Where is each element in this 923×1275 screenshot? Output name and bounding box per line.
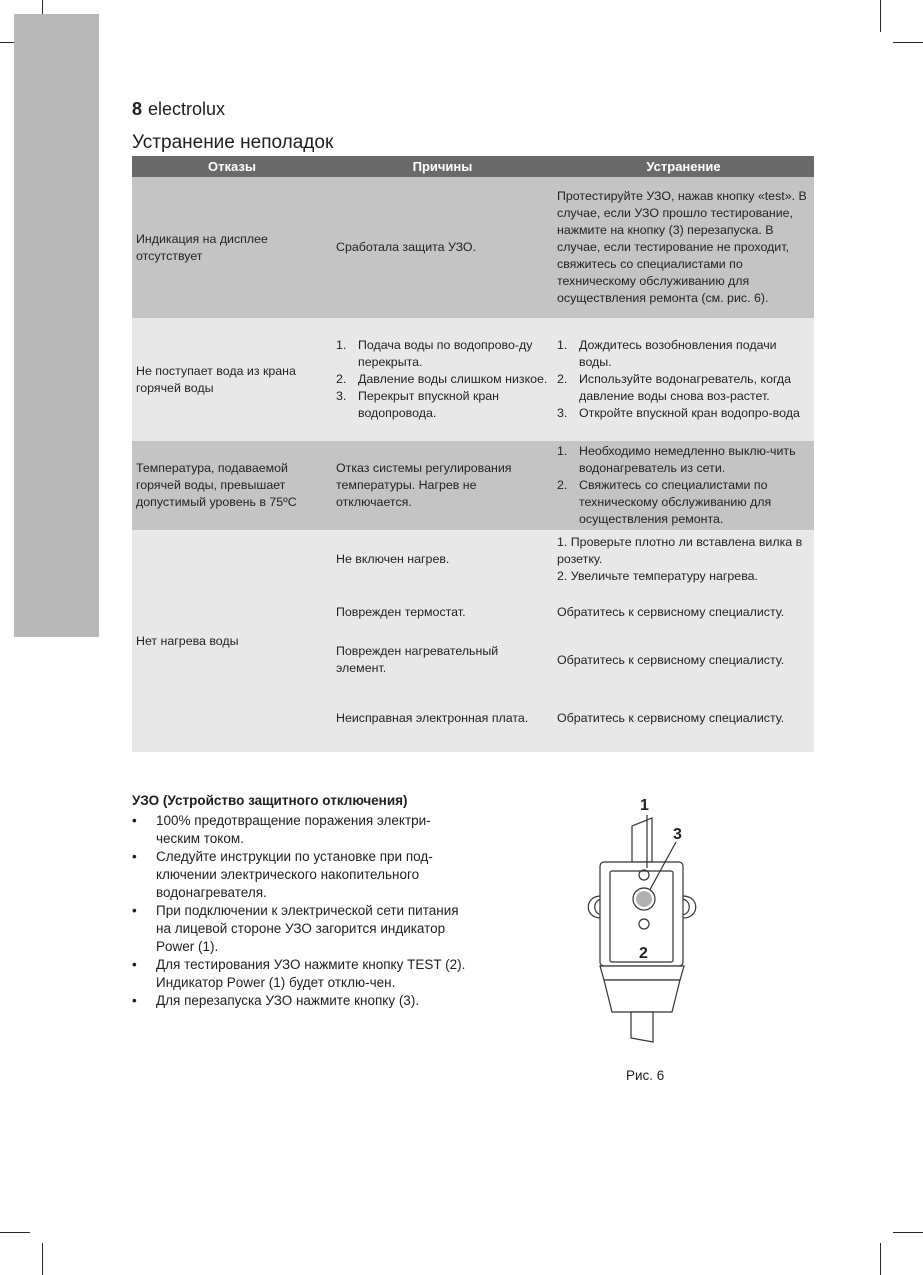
list-item: 2. Свяжитесь со специалистами по техническому обслуживанию для осуществления ремонта.: [557, 478, 772, 526]
cause-cell: Отказ системы регулирования температуры. Нагрев не отключается.: [332, 441, 553, 530]
callout-2: 2: [639, 945, 648, 962]
fault-cell: Не поступает вода из крана горячей воды: [132, 318, 332, 441]
table-row: [132, 177, 814, 318]
list-item: • Следуйте инструкции по установке при под-ключении электрического накопительного водонагревателя.: [132, 849, 433, 900]
fault-cell: Температура, подаваемой горячей воды, превышает допустимый уровень в 75ºC: [132, 441, 332, 530]
figure-caption: Рис. 6: [626, 1068, 665, 1083]
cause-cell: Сработала защита УЗО.: [332, 177, 553, 318]
remedy-cell: Обратитесь к сервисному специалисту.: [553, 636, 814, 684]
remedy-cell: Протестируйте УЗО, нажав кнопку «test». В случае, если УЗО прошло тестирование, нажмите на кнопку (3) перезапуска. В случае, если тестирование не проходит, свяжитесь со специалистами по техническому обслуживанию для осуществления ремонта (см. рис. 6).: [553, 177, 814, 318]
list-item: 1. Подача воды по водопрово-ду перекрыта.: [336, 338, 533, 369]
table-row: [132, 318, 814, 441]
section-title: Устранение неполадок: [132, 132, 334, 153]
page-header: [132, 98, 225, 120]
page-number: 8: [132, 99, 143, 119]
remedy-cell: [553, 441, 814, 530]
crop-mark: [880, 1243, 881, 1275]
list-item: 2. Давление воды слишком низкое.: [336, 372, 548, 386]
list-item: 3. Откройте впускной кран водопро-вода: [557, 406, 800, 420]
table-header-causes: Причины: [332, 156, 553, 177]
cause-cell: Поврежден нагревательный элемент.: [332, 636, 553, 684]
list-item: 1. Необходимо немедленно выклю-чить водонагреватель из сети.: [557, 444, 796, 475]
cause-cell: Не включен нагрев.: [332, 530, 553, 588]
cause-cell: Неисправная электронная плата.: [332, 684, 553, 752]
uzo-list: [132, 812, 472, 1010]
table-header-remedy: Устранение: [553, 156, 814, 177]
crop-mark: [0, 1232, 30, 1233]
uzo-section: [132, 792, 472, 1010]
side-tab: [14, 14, 99, 637]
fault-cell: Нет нагрева воды: [132, 530, 332, 752]
crop-mark: [893, 42, 923, 43]
table-row: [132, 441, 814, 530]
troubleshooting-table: [132, 156, 814, 752]
list-item: 2. Используйте водонагреватель, когда давление воды снова воз-растет.: [557, 372, 792, 403]
table-header-faults: Отказы: [132, 156, 332, 177]
remedy-cell: 1. Проверьте плотно ли вставлена вилка в розетку. 2. Увеличьте температуру нагрева.: [553, 530, 814, 588]
table-row: [132, 530, 814, 588]
uzo-device-diagram: [580, 790, 730, 1050]
remedy-cell: Обратитесь к сервисному специалисту.: [553, 588, 814, 636]
list-item: • При подключении к электрической сети питания на лицевой стороне УЗО загорится индикатор Power (1).: [132, 903, 459, 954]
crop-mark: [880, 0, 881, 32]
remedy-cell: [553, 318, 814, 441]
callout-1: 1: [640, 797, 649, 814]
list-item: 1. Дождитесь возобновления подачи воды.: [557, 338, 777, 369]
list-item: • 100% предотвращение поражения электри-ческим током.: [132, 813, 431, 846]
callout-3: 3: [673, 826, 682, 843]
brand-name: electrolux: [148, 99, 226, 119]
remedy-cell: Обратитесь к сервисному специалисту.: [553, 684, 814, 752]
list-item: • Для тестирования УЗО нажмите кнопку TEST (2). Индикатор Power (1) будет отклю-чен.: [132, 957, 466, 990]
uzo-title: УЗО (Устройство защитного отключения): [132, 793, 408, 808]
crop-mark: [42, 1243, 43, 1275]
fault-cell: Индикация на дисплее отсутствует: [132, 177, 332, 318]
list-item: 3. Перекрыт впускной кран водопровода.: [336, 389, 500, 420]
crop-mark: [893, 1232, 923, 1233]
cause-cell: [332, 318, 553, 441]
list-item: • Для перезапуска УЗО нажмите кнопку (3).: [132, 993, 420, 1008]
cause-cell: Поврежден термостат.: [332, 588, 553, 636]
